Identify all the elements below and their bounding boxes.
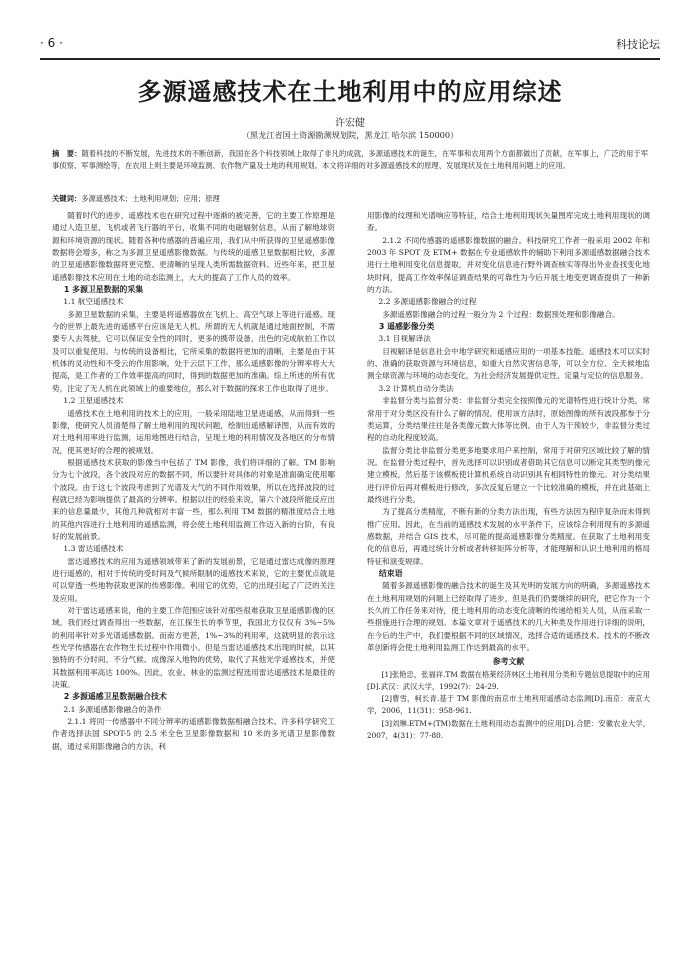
body-paragraph: 监督分类比非监督分类更多地要求用户来控制，常用于对研究区域比较了解的情况。在监督分类过程中，首先选择可以识别或者借助其它信息可以断定其类型的像元建立模板，然后基于该模板使计算机系统自动识别具有相同特性的像元。对分类结果进行评价后再对模板进行修改，多次反复后建立一个比较准确的模板，并在此基础上最终进行分类。 <box>367 445 650 504</box>
reference-item: [1]张艳忠，张福祥.TM 数据在格莱经济林区土地利用分类和专题信息提取中的应用[D].武汉：武汉大学，1992(7)：24-29. <box>367 669 650 691</box>
subsection-heading: 2.1 多源遥感影像融合的条件 <box>63 704 162 714</box>
body-paragraph: 遥感技术在土地利用的技术上的应用，一般采用陆地卫星进遥感，从而得到一些影像，使研究人员清楚得了解土地利用的现状问题，绘制出遥感解译图，从而有效的对土地利用率进行监测，运用地图进行结合，呈现土地的利用情况及各地区的分布情况，使其更好的合理的被规划。 <box>52 408 335 455</box>
subsection-heading: 1.2 卫星遥感技术 <box>63 396 124 406</box>
section-heading: 结束语 <box>378 568 403 578</box>
body-paragraph: 非监督分类与监督分类：非监督分类完全按照像元的光谱特性进行统计分类，常常用于对分类区没有什么了解的情况。使用该方法时，原始图像的所有波段都参于分类运算，分类结果往往是各类像元数大体等比例。由于人为干预较少，非监督分类过程的自动化程度较高。 <box>367 396 650 443</box>
page-header <box>40 32 660 56</box>
section-heading: 2 多源遥感卫星数据融合技术 <box>63 692 167 702</box>
reference-item: [3]刘琳.ETM+(TM)数据在土地利用动态监测中的应用[D].合肥：安徽农业大学，2007，4(31)：77-80. <box>367 718 650 740</box>
body-paragraph: 用影像的纹理和光谱响应等特征，结合土地利用现状矢量图库完成土地利用现状的调查。 <box>367 211 650 233</box>
body-paragraph: 多源遥感影像融合的过程一般分为 2 个过程：数据预处理和影像融合。 <box>382 309 620 319</box>
body-paragraph: 目视解译是信息社会中地学研究和遥感应用的一项基本技能。遥感技术可以实时的、准确的获取资源与环境信息，如重大自然灾害信息等，可以全方位、全天候地监测全球资源与环境的动态变化，为社会经济发展提供定性、定量与定位的信息服务。 <box>367 346 650 381</box>
subsection-heading: 3.2 计算机自动分类法 <box>378 383 454 393</box>
left-column <box>52 210 335 753</box>
section-heading: 1 多源卫星数据的采集 <box>63 285 144 295</box>
body-paragraph: 根据遥感技术获取的影像当中包括了 TM 影像，我们将详细的了解。TM 影响分为七个波段，各个波段对应的数据不同，所以要针对具体的对象是准面确定使用哪个波段。由于这七个波段考虑到了光谱及大气的不同作用效果，所以在选择波段的过程就已经为影响提供了最高的分辨率。根据以往的经验来说，第六个波段所能反应出来的信息量最少，其他几种就相对丰富一些，那么利用 TM 数据的精准度结合土地的其他内容进行土地利用的遥感监测，将会使土地利用监测工作迈入新的台阶，有良好的发展前景。 <box>52 457 335 541</box>
abstract <box>52 148 648 173</box>
author-affiliation: （黑龙江省国土资源勘测规划院，黑龙江 哈尔滨 150000） <box>241 130 459 140</box>
keywords-label: 关键词： <box>52 194 82 203</box>
subsection-heading: 1.1 航空遥感技术 <box>63 297 124 307</box>
keywords-text: 多源遥感技术；土地利用规划；应用；原理 <box>81 194 220 203</box>
keywords <box>52 193 648 205</box>
references-heading: 参考文献 <box>492 657 525 667</box>
body-paragraph: 2.1.1 将同一传感器中不同分辨率的遥感影像数据相融合技术。许多科学研究工作者选择法国 SPOT-5 的 2.5 米全色卫星影像数据和 10 米的多光谱卫星影像数据，通过采用影像融合的方法，利 <box>52 717 335 751</box>
journal-section: 科技论坛 <box>616 38 660 51</box>
body-paragraph: 雷达遥感技术的应用为遥感领域带来了新的发展前景，它是通过雷达成像的原理进行遥感的，相对于传统的受时间及气候所限制的遥感技术来说，它的主要优点就是可以穿透一些地物获取更深的传感影像。利用它的优势，它的出现引起了广泛的关注及应用。 <box>52 556 335 603</box>
page-number: · 6 · <box>40 36 63 50</box>
abstract-label: 摘 要： <box>52 149 82 158</box>
subsection-heading: 2.2 多源遥感影像融合的过程 <box>378 297 477 307</box>
header-rule <box>40 58 660 60</box>
reference-item: [2]曹雪，柯长青.基于 TM 影像的南京市土地利用遥感动态监测[D].南京：南京大学，2006，11(31)：958-961. <box>367 694 650 716</box>
article-title: 多源遥感技术在土地利用中的应用综述 <box>137 78 563 106</box>
subsection-heading: 1.3 雷达遥感技术 <box>63 544 124 554</box>
body-paragraph: 2.1.2 不同传感器的遥感影像数据的融合。科技研究工作者一般采用 2002 年和 2003 年 SPOT 及 ETM+ 数据在专业遥感软件的辅助下利用多源遥感数据融合技术进行土地利用变化信息提取，并对变化信息进行野外调查核实等得出外业查找变化地块时间，提高工作效率保证调查结果的可靠性为今后开展土地变更调查提供了一种新的方法。 <box>367 235 650 295</box>
section-heading: 3 遥感影像分类 <box>378 322 435 332</box>
subsection-heading: 3.1 目视解译法 <box>378 334 431 344</box>
body-paragraph: 对于雷达遥感来说，他的主要工作范围应该针对那些很难获取卫星遥感影像的区域。我们经过调查得出一些数据，在江探生长的季节里，我国北方仅仅有 3%~5%的利用率针对多光谱遥感数据。而南方更甚，1%~3%的利用率，这就明显的表示这些光学传感器在农作物生长过程中作用微小。但是当雷达遥感技术出现的时候，以其独特的不分时间、不分气候、成像深入地物的优势，取代了其他光学遥感技术，并使其数据利用率高达 100%。因此，农业、林业的监测过程选用雷达遥感技术是最佳的决策。 <box>52 606 335 690</box>
body-paragraph: 随着多源遥感影像的融合技术的诞生及其光明的发展方向的明确，多源遥感技术在土地利用规划的问题上已经取得了进步，但是我们仍要继续的研究，把它作为一个长久的工作任务来对待，使土地利用的动态变化清晰的传递给相关人员，从而采取一些措施进行合理的规划。本篇文章对于遥感技术的几大种类及作用进行详细的说明，在今后的生产中，我们要根据不同的区域情况，选择合适的遥感技术。技术的不断改革创新将会使土地利用监测工作达到最高的水平。 <box>367 581 650 653</box>
abstract-text: 随着科技的不断发展，先进技术的不断创新，我国在各个科技领域上取得了非凡的成就，多源遥感技术的诞生，在军事和农用两个方面都做出了贡献，在军事上，广泛的用于军事侦察、军事测绘等，在农用上则主要是环境监测、农作物产量及土地的利用规划。本文将详细的对多源遥感技术的原理、发展现状及在土地利用问题上的应用。 <box>52 149 648 171</box>
body-paragraph: 多源卫星数据的采集，主要是将遥感器放在飞机上、高空气球上等进行遥感。现今的世界上最先进的遥感平台应该是无人机。所谓的无人机就是通过地面控制，不需要专人去驾驶，它可以保证安全性的同时，更多的携带设备，出色的完成航拍工作以及可以重复使用。与传统的设备相比，它所采集的数据将更加的清晰，主要是由于其机体的灵动性和不受云的作用影响，处于云层下工作，那么遥感影像的分辨率将大大提高，是工作者的工作效率提高的同时，得到的数据更加的准确。综上所述的所有优势，注定了无人机在此领域上的重要地位，那么对于数据的探求工作也取得了进步。 <box>52 309 335 393</box>
right-column <box>367 210 650 742</box>
body-paragraph: 随着时代的进步，遥感技术也在研究过程中逐渐的被完善，它的主要工作原理是通过人造卫星、飞机或者飞行器的平台，收集不同的电磁辐射信息，从而了解地球资源和环境资源的现状。随着各种传感器的普遍应用，我们从中所获得的卫星遥感影像数据将会增多，称之为多源卫星遥感影像数据。与传统的遥感卫星数据相比较，多源的卫星遥感影像数据将更完整、更清晰的呈现人类所需数据资料。近些年来，把卫星遥感影像技术应用在土地的动态监测上，大大的提高了工作人员的效率。 <box>52 211 335 282</box>
body-paragraph: 为了提高分类精度，不断有新的分类方法出现，有些方法因为程序复杂而未得到推广应用。因此，在当前的遥感技术发展的水平条件下，应该综合利用现有的多源遥感数据，并结合 GIS 技术，尽可能的提高遥感影像分类精度。在获取了土地利用变化的信息后，再通过统计分析或者转移矩阵分析等，才能理解和认识土地利用的格局特征和演变规律。 <box>367 507 650 566</box>
article-author: 许宏健 <box>335 118 365 129</box>
